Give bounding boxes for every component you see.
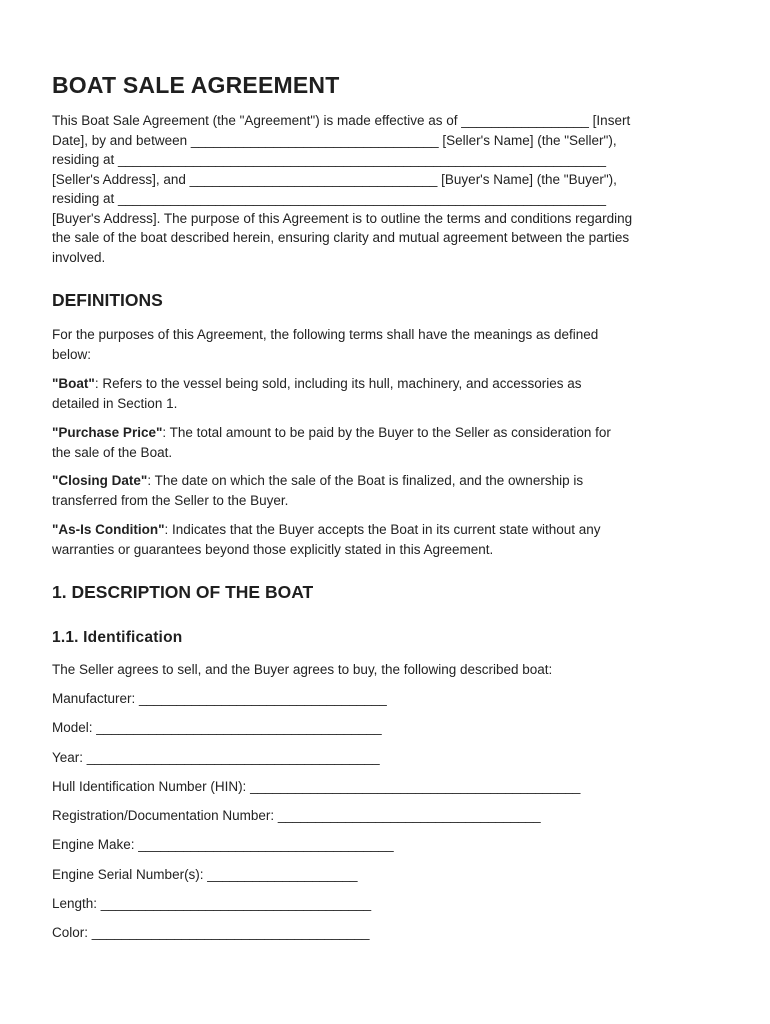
field-registration-number: Registration/Documentation Number: ___________________________________ [52, 808, 541, 823]
intro-line: [Buyer's Address]. The purpose of this Agreement is to outline the terms and conditions regarding [52, 210, 633, 226]
intro-line: [Seller's Address], and _________________________________ [Buyer's Name] (the "Buyer"), [52, 171, 617, 187]
field-manufacturer: Manufacturer: _________________________________ [52, 691, 387, 706]
intro-line: This Boat Sale Agreement (the "Agreement") is made effective as of _________________ [Insert [52, 113, 631, 128]
field-length: Length: ____________________________________ [52, 896, 372, 911]
definition-term: "As-Is Condition" [52, 522, 165, 537]
definition-text: : The date on which the sale of the Boat is finalized, and the ownership is [147, 473, 584, 488]
intro-line: Date], by and between _________________________________ [Seller's Name] (the "Seller"), [52, 132, 617, 148]
definitions-intro-line: For the purposes of this Agreement, the following terms shall have the meanings as defined [52, 327, 599, 342]
section-1-intro: The Seller agrees to sell, and the Buyer agrees to buy, the following described boat: [52, 662, 553, 677]
definition-term: "Purchase Price" [52, 425, 163, 440]
section-1-1-heading: 1.1. Identification [52, 629, 183, 646]
definition-term: "Boat" [52, 376, 95, 391]
definition-text: warranties or guarantees beyond those explicitly stated in this Agreement. [52, 541, 494, 557]
field-engine-make: Engine Make: __________________________________ [52, 837, 394, 852]
definitions-intro-line: below: [52, 346, 92, 362]
intro-line: the sale of the boat described herein, ensuring clarity and mutual agreement between the parties [52, 230, 630, 245]
definition-term: "Closing Date" [52, 473, 148, 488]
intro-line: residing at _________________________________________________________________ [52, 191, 607, 206]
field-year: Year: _______________________________________ [52, 750, 380, 765]
field-model: Model: ______________________________________ [52, 720, 382, 735]
field-engine-serial-numbers: Engine Serial Number(s): ____________________ [52, 867, 358, 882]
intro-line: residing at _________________________________________________________________ [52, 152, 607, 167]
intro-paragraph [52, 111, 722, 267]
definition-purchase-price [52, 423, 722, 462]
definition-text: : The total amount to be paid by the Buyer to the Seller as consideration for [162, 425, 611, 440]
definition-closing-date [52, 471, 722, 510]
document-title: BOAT SALE AGREEMENT [52, 72, 340, 98]
definition-boat [52, 374, 722, 413]
definition-text: : Refers to the vessel being sold, including its hull, machinery, and accessories as [94, 376, 582, 391]
definition-text: the sale of the Boat. [52, 444, 173, 460]
definition-text: detailed in Section 1. [52, 395, 178, 411]
definition-text: transferred from the Seller to the Buyer. [52, 492, 289, 508]
field-hin: Hull Identification Number (HIN): ____________________________________________ [52, 779, 581, 794]
field-color: Color: _____________________________________ [52, 925, 370, 940]
definition-as-is-condition [52, 520, 722, 559]
section-1-heading: 1. DESCRIPTION OF THE BOAT [52, 582, 314, 602]
definitions-heading: DEFINITIONS [52, 290, 163, 310]
intro-line: involved. [52, 249, 106, 265]
definitions-intro [52, 325, 722, 364]
definition-text: : Indicates that the Buyer accepts the Boat in its current state without any [164, 522, 601, 537]
